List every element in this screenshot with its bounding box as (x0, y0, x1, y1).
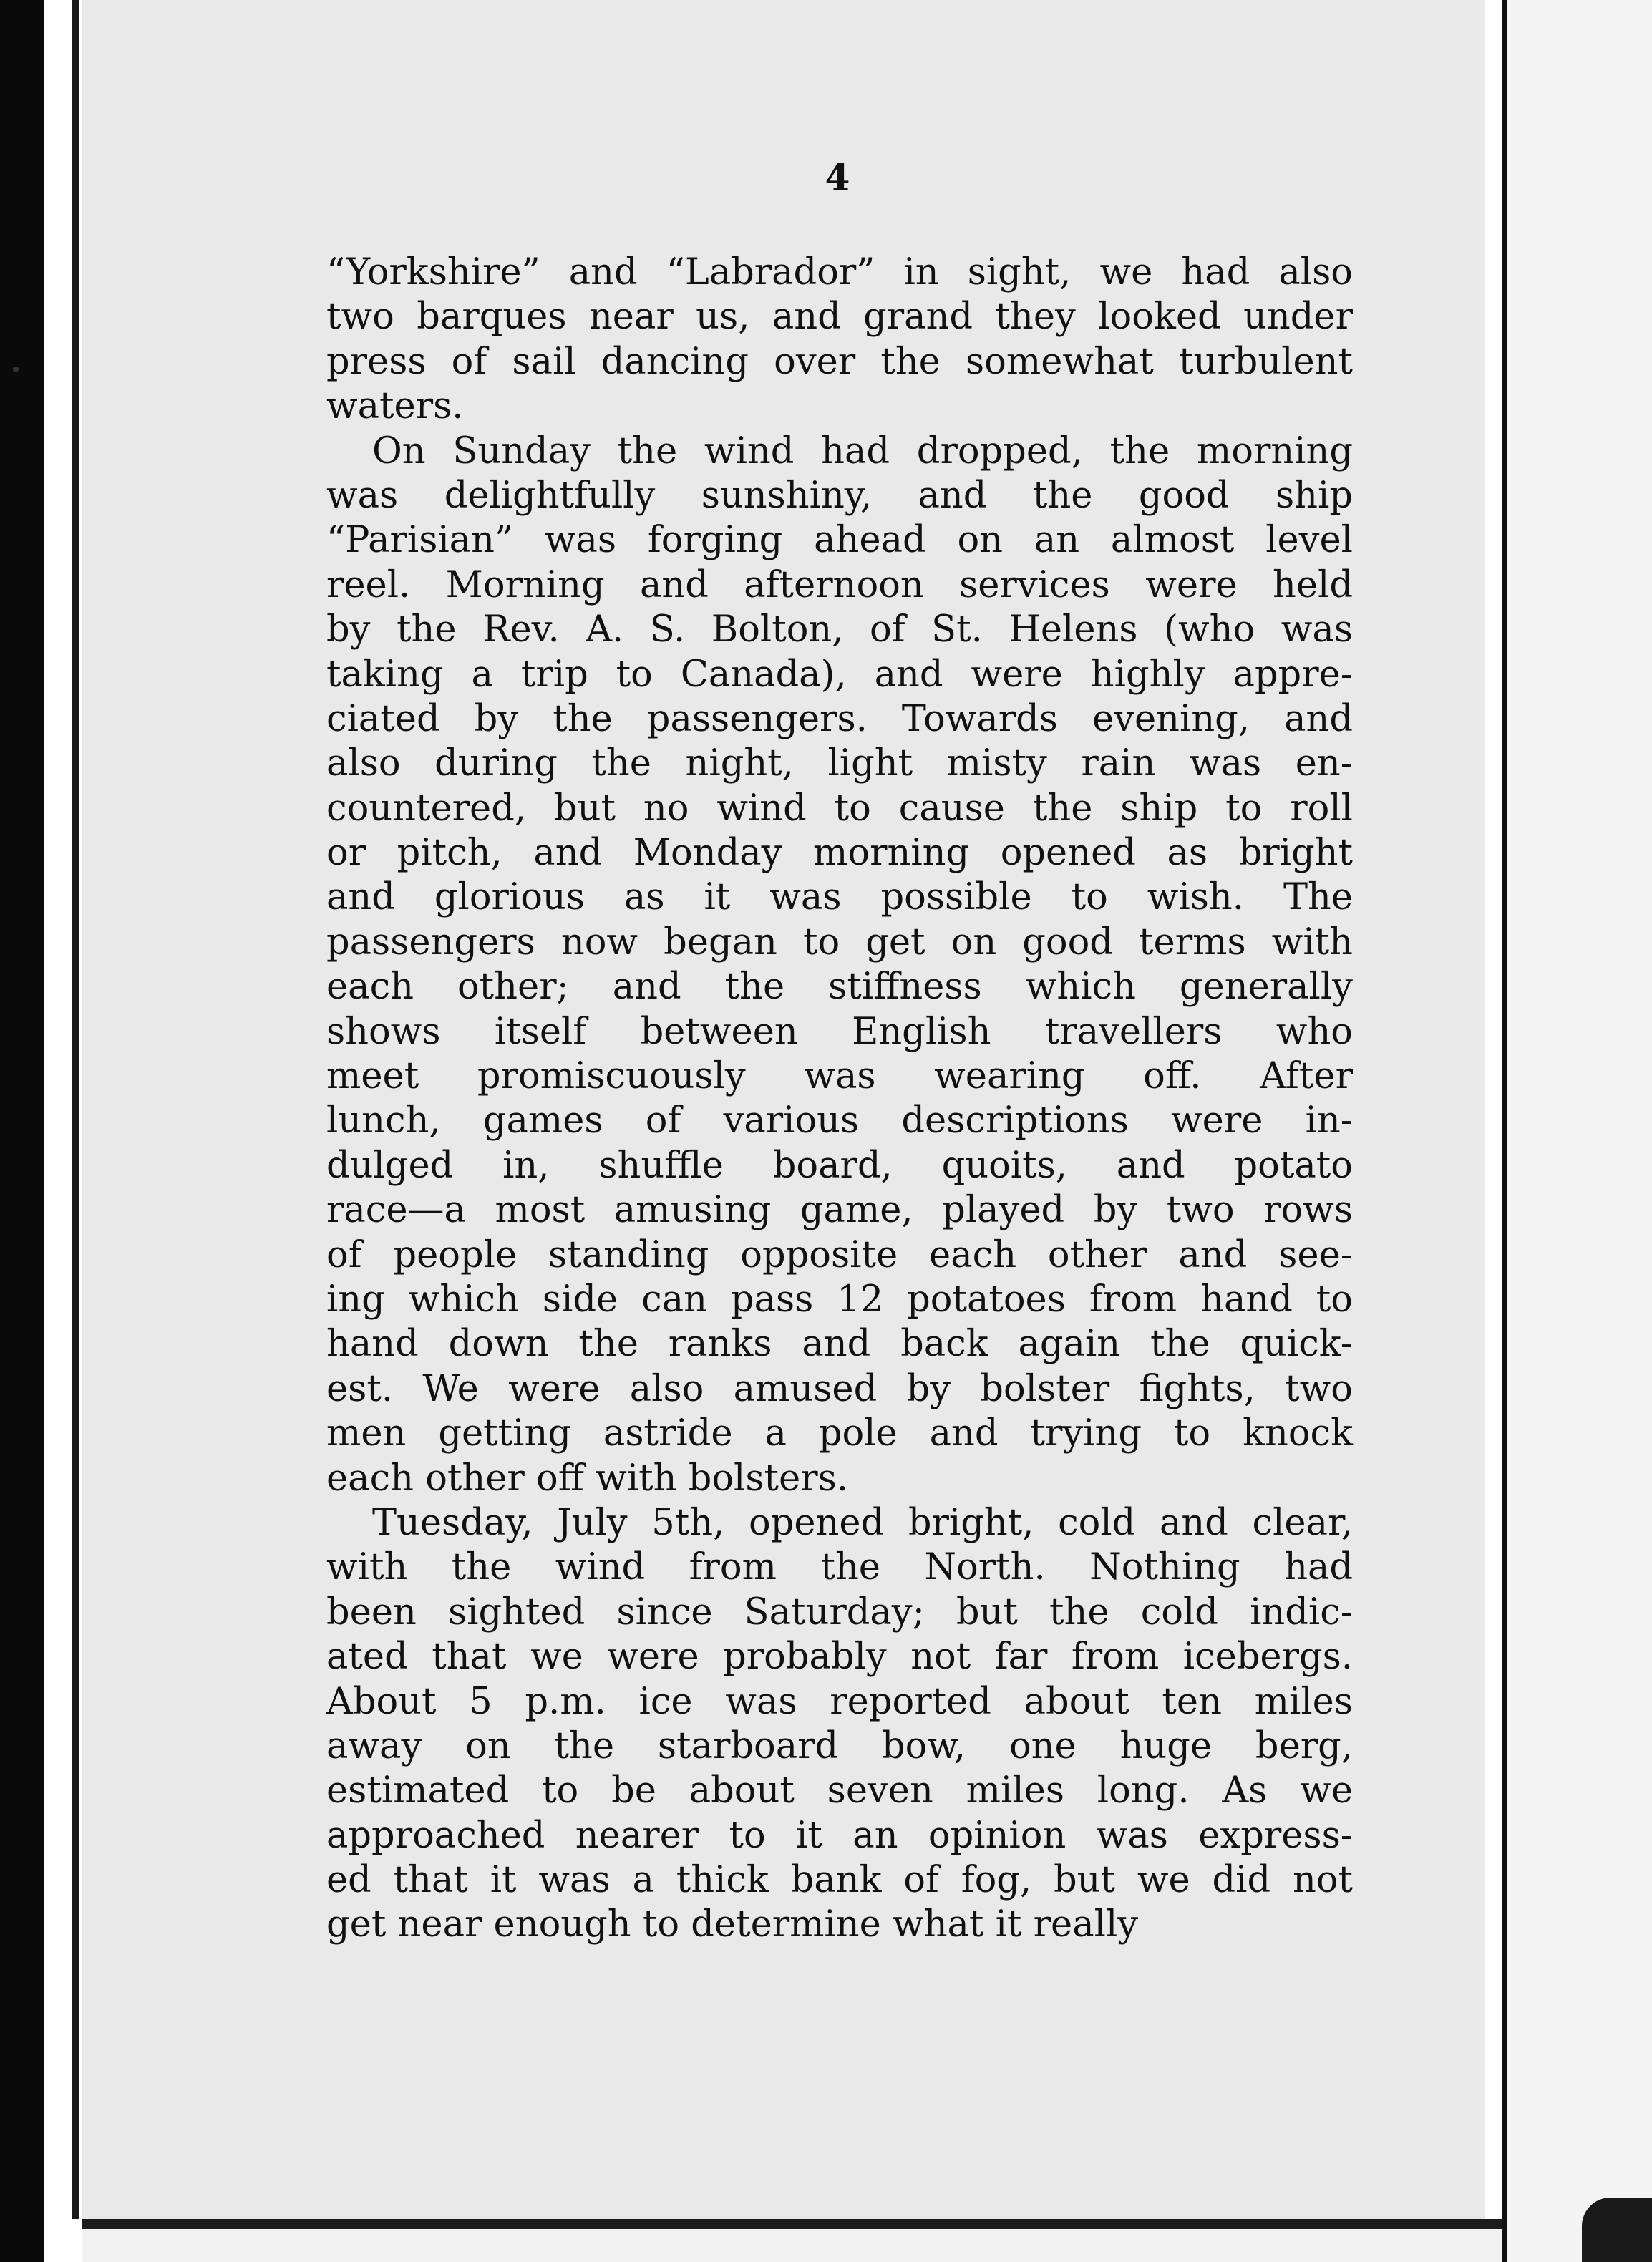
text-line: On Sunday the wind had dropped, the morning (372, 429, 1353, 472)
text-line: each other off with bolsters. (326, 1457, 848, 1500)
scan-right-margin (1507, 0, 1652, 2262)
page-gutter-shadow (72, 0, 79, 2219)
text-line: and glorious as it was possible to wish. The (326, 876, 1353, 919)
text-line: by the Rev. A. S. Bolton, of St. Helens (who was (326, 608, 1353, 651)
text-line: of people standing opposite each other and see- (326, 1233, 1353, 1276)
text-line: est. We were also amused by bolster fights, two (326, 1367, 1353, 1410)
text-line: ing which side can pass 12 potatoes from hand to (326, 1278, 1353, 1321)
text-line: waters. (326, 385, 464, 428)
text-line: ciated by the passengers. Towards evening, and (326, 697, 1353, 740)
text-line: dulged in, shuffle board, quoits, and potato (326, 1144, 1353, 1187)
scan-bottom-margin (82, 2229, 1502, 2262)
text-line: press of sail dancing over the somewhat turbulent (326, 340, 1353, 383)
paragraph (326, 251, 1353, 429)
page-right-edge (1502, 0, 1507, 2262)
text-line: hand down the ranks and back again the quick- (326, 1323, 1353, 1366)
paragraph (326, 1501, 1353, 1948)
text-line: approached nearer to it an opinion was express- (326, 1814, 1353, 1857)
paragraph (326, 429, 1353, 1501)
text-line: with the wind from the North. Nothing had (326, 1546, 1353, 1589)
page-number: 4 (825, 156, 850, 198)
text-line: estimated to be about seven miles long. As we (326, 1770, 1353, 1812)
text-line: each other; and the stiffness which generally (326, 966, 1353, 1009)
text-line: been sighted since Saturday; but the cold indic- (326, 1591, 1353, 1634)
text-line: was delightfully sunshiny, and the good ship (326, 474, 1353, 517)
text-line: ed that it was a thick bank of fog, but we did not (326, 1859, 1353, 1902)
text-line: meet promiscuously was wearing off. After (326, 1055, 1353, 1098)
text-line: ated that we were probably not far from icebergs. (326, 1636, 1353, 1679)
scan-left-edge (0, 0, 44, 2262)
text-line: taking a trip to Canada), and were highly appre- (326, 653, 1353, 696)
body-text (326, 251, 1353, 1948)
text-line: also during the night, light misty rain was en- (326, 742, 1353, 785)
scan-speck (13, 367, 19, 372)
text-line: lunch, games of various descriptions were in- (326, 1100, 1353, 1142)
text-line: or pitch, and Monday morning opened as bright (326, 832, 1353, 875)
page-bottom-edge (82, 2219, 1502, 2229)
text-line: “Yorkshire” and “Labrador” in sight, we had also (326, 251, 1353, 293)
text-line: race—a most amusing game, played by two rows (326, 1189, 1353, 1232)
text-line: get near enough to determine what it really (326, 1903, 1139, 1946)
scan-corner-shadow (1582, 2198, 1652, 2262)
text-line: away on the starboard bow, one huge berg, (326, 1724, 1353, 1767)
text-line: shows itself between English travellers who (326, 1010, 1353, 1053)
text-line: About 5 p.m. ice was reported about ten miles (326, 1680, 1353, 1723)
text-line: two barques near us, and grand they looked under (326, 296, 1353, 339)
text-line: countered, but no wind to cause the ship to roll (326, 787, 1353, 830)
text-line: “Parisian” was forging ahead on an almost level (326, 519, 1353, 562)
text-line: passengers now began to get on good terms with (326, 921, 1353, 963)
text-line: men getting astride a pole and trying to knock (326, 1412, 1353, 1455)
text-line: Tuesday, July 5th, opened bright, cold and clear, (372, 1501, 1353, 1544)
text-line: reel. Morning and afternoon services were held (326, 563, 1353, 606)
